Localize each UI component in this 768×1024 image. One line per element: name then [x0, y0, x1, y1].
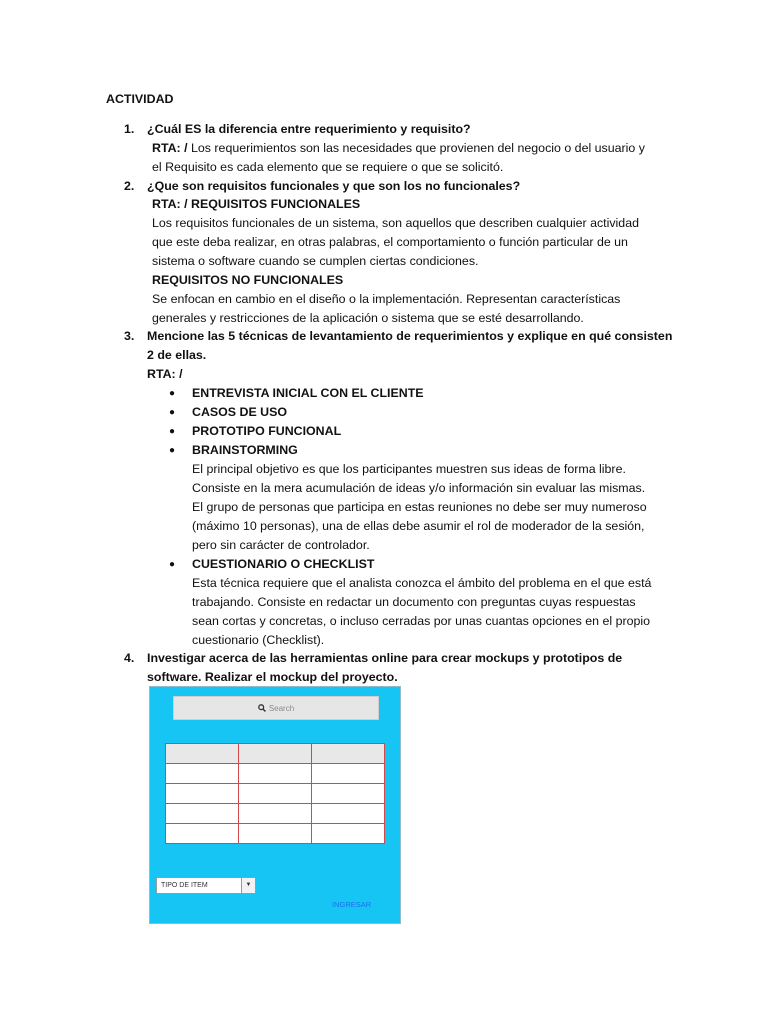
table-cell — [166, 784, 239, 804]
table-cell — [312, 824, 385, 844]
mockup-image — [149, 686, 401, 924]
q1-question: ¿Cuál ES la diferencia entre requerimiento y requisito? — [147, 122, 471, 136]
q1-rta-label: RTA: / — [152, 141, 188, 155]
q2-nonfunc-line: Se enfocan en cambio en el diseño o la implementación. Representan características — [152, 292, 621, 306]
brainstorming-line: (máximo 10 personas), una de ellas debe asumir el rol de moderador de la sesión, — [192, 519, 645, 533]
mockup-table-header — [166, 744, 385, 764]
chevron-down-icon[interactable]: ▼ — [241, 878, 255, 893]
checklist-line: cuestionario (Checklist). — [192, 633, 325, 647]
bullet-dot: ● — [169, 388, 176, 399]
q4-question-line-1: Investigar acerca de las herramientas online para crear mockups y prototipos de — [147, 651, 623, 665]
table-cell — [166, 804, 239, 824]
q3-question-line-1: Mencione las 5 técnicas de levantamiento de requerimientos y explique en qué consisten — [147, 329, 673, 343]
q2-question: ¿Que son requisitos funcionales y que son los no funcionales? — [147, 179, 521, 193]
brainstorming-line: pero sin carácter de controlador. — [192, 538, 370, 552]
table-cell — [312, 804, 385, 824]
search-icon — [258, 704, 266, 712]
table-row — [166, 764, 385, 784]
technique-item: PROTOTIPO FUNCIONAL — [192, 424, 342, 438]
q1-answer-line-2: el Requisito es cada elemento que se requiere o que se solicitó. — [152, 160, 504, 174]
q4-number: 4. — [124, 651, 135, 665]
checklist-line: sean cortas y concretas, o incluso cerradas por unas cuantas opciones en el propio — [192, 614, 651, 628]
mockup-item-type-select[interactable] — [156, 877, 256, 894]
q2-nonfunc-heading: REQUISITOS NO FUNCIONALES — [152, 273, 344, 287]
q2-rta-heading: RTA: / REQUISITOS FUNCIONALES — [152, 197, 361, 211]
table-cell — [239, 824, 312, 844]
q3-number: 3. — [124, 329, 135, 343]
mockup-table — [165, 743, 385, 844]
table-cell — [166, 764, 239, 784]
brainstorming-line: Consiste en la mera acumulación de ideas y/o información sin evaluar las mismas. — [192, 481, 646, 495]
table-cell — [239, 784, 312, 804]
table-row — [166, 784, 385, 804]
mockup-select-value: TIPO DE ITEM — [161, 882, 208, 889]
table-row — [166, 804, 385, 824]
table-cell — [166, 824, 239, 844]
table-row — [166, 824, 385, 844]
q1-answer-line-1 — [152, 139, 645, 158]
q2-number: 2. — [124, 179, 135, 193]
bullet-dot: ● — [169, 559, 176, 570]
q2-func-line: Los requisitos funcionales de un sistema, son aquellos que describen cualquier actividad — [152, 216, 639, 230]
technique-item: CUESTIONARIO O CHECKLIST — [192, 557, 375, 571]
brainstorming-line: El grupo de personas que participa en estas reuniones no debe ser muy numeroso — [192, 500, 647, 514]
q1-answer-text: Los requerimientos son las necesidades que provienen del negocio o del usuario y — [187, 141, 645, 155]
table-cell — [239, 764, 312, 784]
bullet-dot: ● — [169, 426, 176, 437]
mockup-submit-button[interactable]: INGRESAR — [332, 900, 372, 909]
table-cell — [312, 744, 385, 764]
checklist-line: trabajando. Consiste en redactar un documento con preguntas cuyas respuestas — [192, 595, 636, 609]
q2-nonfunc-line: generales y restricciones de la aplicación o sistema que se esté desarrollando. — [152, 311, 584, 325]
q4-question-line-2: software. Realizar el mockup del proyecto. — [147, 670, 398, 684]
technique-item: ENTREVISTA INICIAL CON EL CLIENTE — [192, 386, 424, 400]
q3-question-line-2: 2 de ellas. — [147, 348, 207, 362]
brainstorming-line: El principal objetivo es que los participantes muestren sus ideas de forma libre. — [192, 462, 626, 476]
checklist-line: Esta técnica requiere que el analista conozca el ámbito del problema en el que está — [192, 576, 652, 590]
table-cell — [312, 764, 385, 784]
q2-func-line: sistema o software cuando se cumplen ciertas condiciones. — [152, 254, 479, 268]
q1-number: 1. — [124, 122, 135, 136]
mockup-search-box[interactable] — [173, 696, 379, 720]
table-cell — [312, 784, 385, 804]
table-cell — [239, 804, 312, 824]
technique-item: CASOS DE USO — [192, 405, 288, 419]
q2-func-line: que este deba realizar, en otras palabras, el comportamiento o función particular de un — [152, 235, 628, 249]
bullet-dot: ● — [169, 445, 176, 456]
mockup-search-placeholder: Search — [268, 703, 295, 713]
document-title: ACTIVIDAD — [106, 92, 174, 106]
table-cell — [166, 744, 239, 764]
q3-rta-label: RTA: / — [147, 367, 183, 381]
technique-item: BRAINSTORMING — [192, 443, 298, 457]
table-cell — [239, 744, 312, 764]
bullet-dot: ● — [169, 407, 176, 418]
